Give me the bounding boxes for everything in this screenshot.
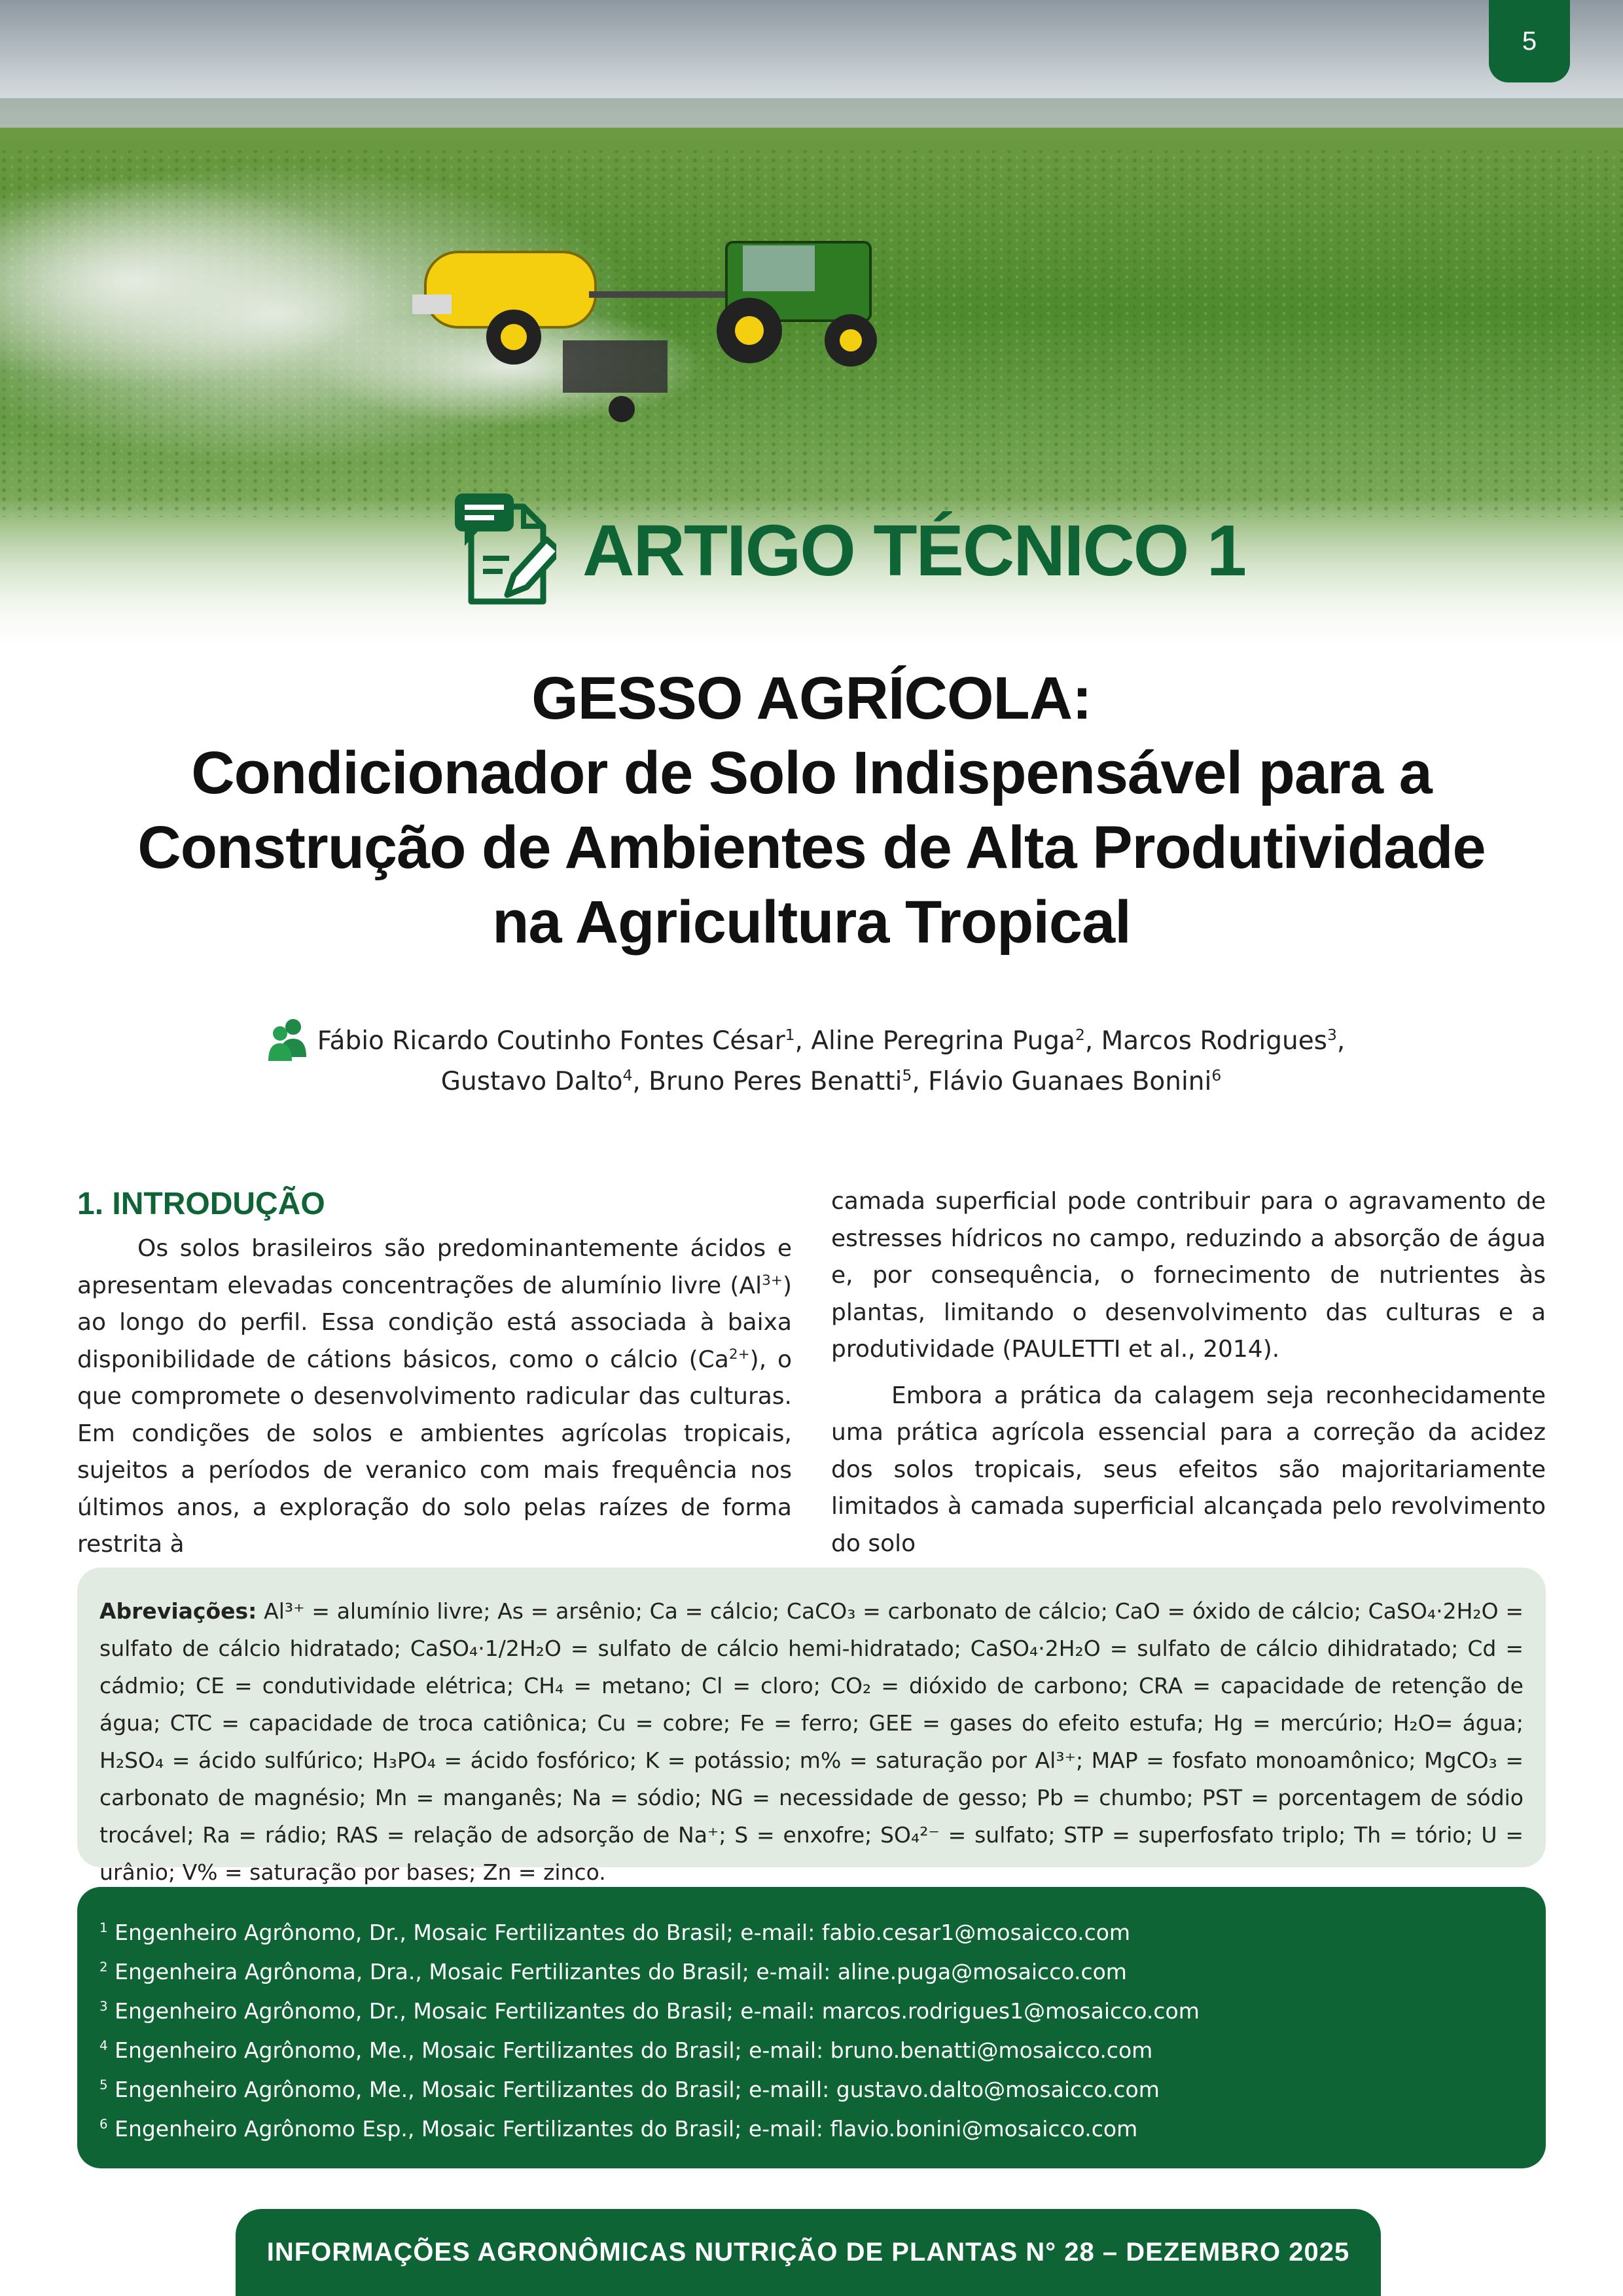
author-line-2: Gustavo Dalto$^4$, Bruno Peres Benatti$^5$, Flávio Guanaes Bonini$^6$ <box>440 1066 1222 1096</box>
title-line-4: na Agricultura Tropical <box>492 889 1131 956</box>
body-paragraph: Os solos brasileiros são predominantemente ácidos e apresentam elevadas concentrações de alumínio livre $(Al^{3+})$ ao longo do perfil. Essa condição está associada à baixa disponibilidade de cátions básicos, como o cálcio $(Ca^{2+})$, o que compromete o desenvolvimento radicular das culturas. Em condições de solos e ambientes agrícolas tropicais, sujeitos a períodos de veranico com mais frequência nos últimos anos, a exploração do solo pelas raízes de forma restrita à <box>77 1235 792 1558</box>
affiliation-row: $^4$ Engenheiro Agrônomo, Me., Mosaic Fertilizantes do Brasil; e-mail: bruno.benatti@mosaicco.com <box>99 2037 1153 2063</box>
affiliation-row: $^6$ Engenheiro Agrônomo Esp., Mosaic Fertilizantes do Brasil; e-mail: flavio.bonini@mosaicco.com <box>99 2116 1138 2142</box>
text-column-right <box>831 1183 1546 1571</box>
affiliation-row: $^5$ Engenheiro Agrônomo, Me., Mosaic Fertilizantes do Brasil; e-maill: gustavo.dalto@mosaicco.com <box>99 2077 1160 2102</box>
author-name: Bruno Peres Benatti <box>649 1067 902 1096</box>
abbreviations-box <box>77 1568 1546 1885</box>
footer-text: INFORMAÇÕES AGRONÔMICAS NUTRIÇÃO DE PLANTAS N° 28 – DEZEMBRO 2025 <box>266 2238 1350 2267</box>
author-name: Aline Peregrina Puga <box>811 1026 1075 1056</box>
section-heading: 1. INTRODUÇÃO <box>77 1187 325 1221</box>
title-line-1: GESSO AGRÍCOLA: <box>531 665 1092 732</box>
body-paragraph: Embora a prática da calagem seja reconhecidamente uma prática agrícola essencial para a correção da acidez dos solos tropicais, seus efeitos são majoritariamente limitados à camada superficial alcançada pelo revolvimento do solo <box>831 1382 1546 1557</box>
author-line-1: Fábio Ricardo Coutinho Fontes César$^1$, Aline Peregrina Puga$^2$, Marcos Rodrigues$^3$, <box>317 1026 1346 1056</box>
author-name: Marcos Rodrigues <box>1101 1026 1328 1056</box>
article-title <box>79 661 1544 960</box>
text-column-left <box>77 1183 792 1573</box>
title-line-2: Condicionador de Solo Indispensável para a <box>191 740 1432 806</box>
title-line-3: Construção de Ambientes de Alta Produtividade <box>137 814 1486 881</box>
page-number-tab <box>1489 0 1570 82</box>
affiliation-row: $^2$ Engenheira Agrônoma, Dra., Mosaic Fertilizantes do Brasil; e-mail: aline.puga@mosaicco.com <box>99 1959 1127 1984</box>
author-name: Fábio Ricardo Coutinho Fontes César <box>317 1026 785 1056</box>
page-number: 5 <box>1522 26 1537 56</box>
footer-bar <box>236 2209 1381 2296</box>
author-name: Gustavo Dalto <box>440 1067 623 1096</box>
affiliation-row: $^1$ Engenheiro Agrônomo, Dr., Mosaic Fertilizantes do Brasil; e-mail: fabio.cesar1@mosaicco.com <box>99 1920 1131 1945</box>
author-list <box>262 1021 1400 1102</box>
affiliations-box <box>77 1887 1546 2168</box>
author-name: Flávio Guanaes Bonini <box>928 1067 1212 1096</box>
section-title: ARTIGO TÉCNICO 1 <box>582 510 1246 591</box>
affiliation-row: $^3$ Engenheiro Agrônomo, Dr., Mosaic Fertilizantes do Brasil; e-mail: marcos.rodrigues1@mosaicco.com <box>99 1998 1200 2024</box>
abbreviations-label: Abreviações: <box>99 1598 257 1624</box>
body-paragraph: camada superficial pode contribuir para o agravamento de estresses hídricos no campo, reduzindo a absorção de água e, por consequência, o fornecimento de nutrientes às plantas, limitando o desenvolvimento das culturas e a produtividade (PAULETTI et al., 2014). <box>831 1188 1546 1363</box>
article-edit-icon <box>452 490 556 611</box>
section-banner <box>452 488 1245 613</box>
abbreviations-text: Al³⁺ = alumínio livre; As = arsênio; Ca = cálcio; CaCO₃ = carbonato de cálcio; CaO = óxido de cálcio; CaSO₄·2H₂O = sulfato de cálcio hidratado; CaSO₄·1/2H₂O = sulfato de cálcio hemi-hidratado; CaSO₄·2H₂O = sulfato de cálcio dihidratado; Cd = cádmio; CE = condutividade elétrica; CH₄ = metano; Cl = cloro; CO₂ = dióxido de carbono; CRA = capacidade de retenção de água; CTC = capacidade de troca catiônica; Cu = cobre; Fe = ferro; GEE = gases do efeito estufa; Hg = mercúrio; H₂O= água; H₂SO₄ = ácido sulfúrico; H₃PO₄ = ácido fosfórico; K = potássio; m% = saturação por Al³⁺; MAP = fosfato monoamônico; MgCO₃ = carbonato de magnésio; Mn = manganês; Na = sódio; NG = necessidade de gesso; Pb = chumbo; PST = porcentagem de sódio trocável; Ra = rádio; RAS = relação de adsorção de Na⁺; S = enxofre; SO₄²⁻ = sulfato; STP = superfosfato triplo; Th = tório; U = urânio; V% = saturação por bases; Zn = zinco. <box>99 1598 1524 1885</box>
